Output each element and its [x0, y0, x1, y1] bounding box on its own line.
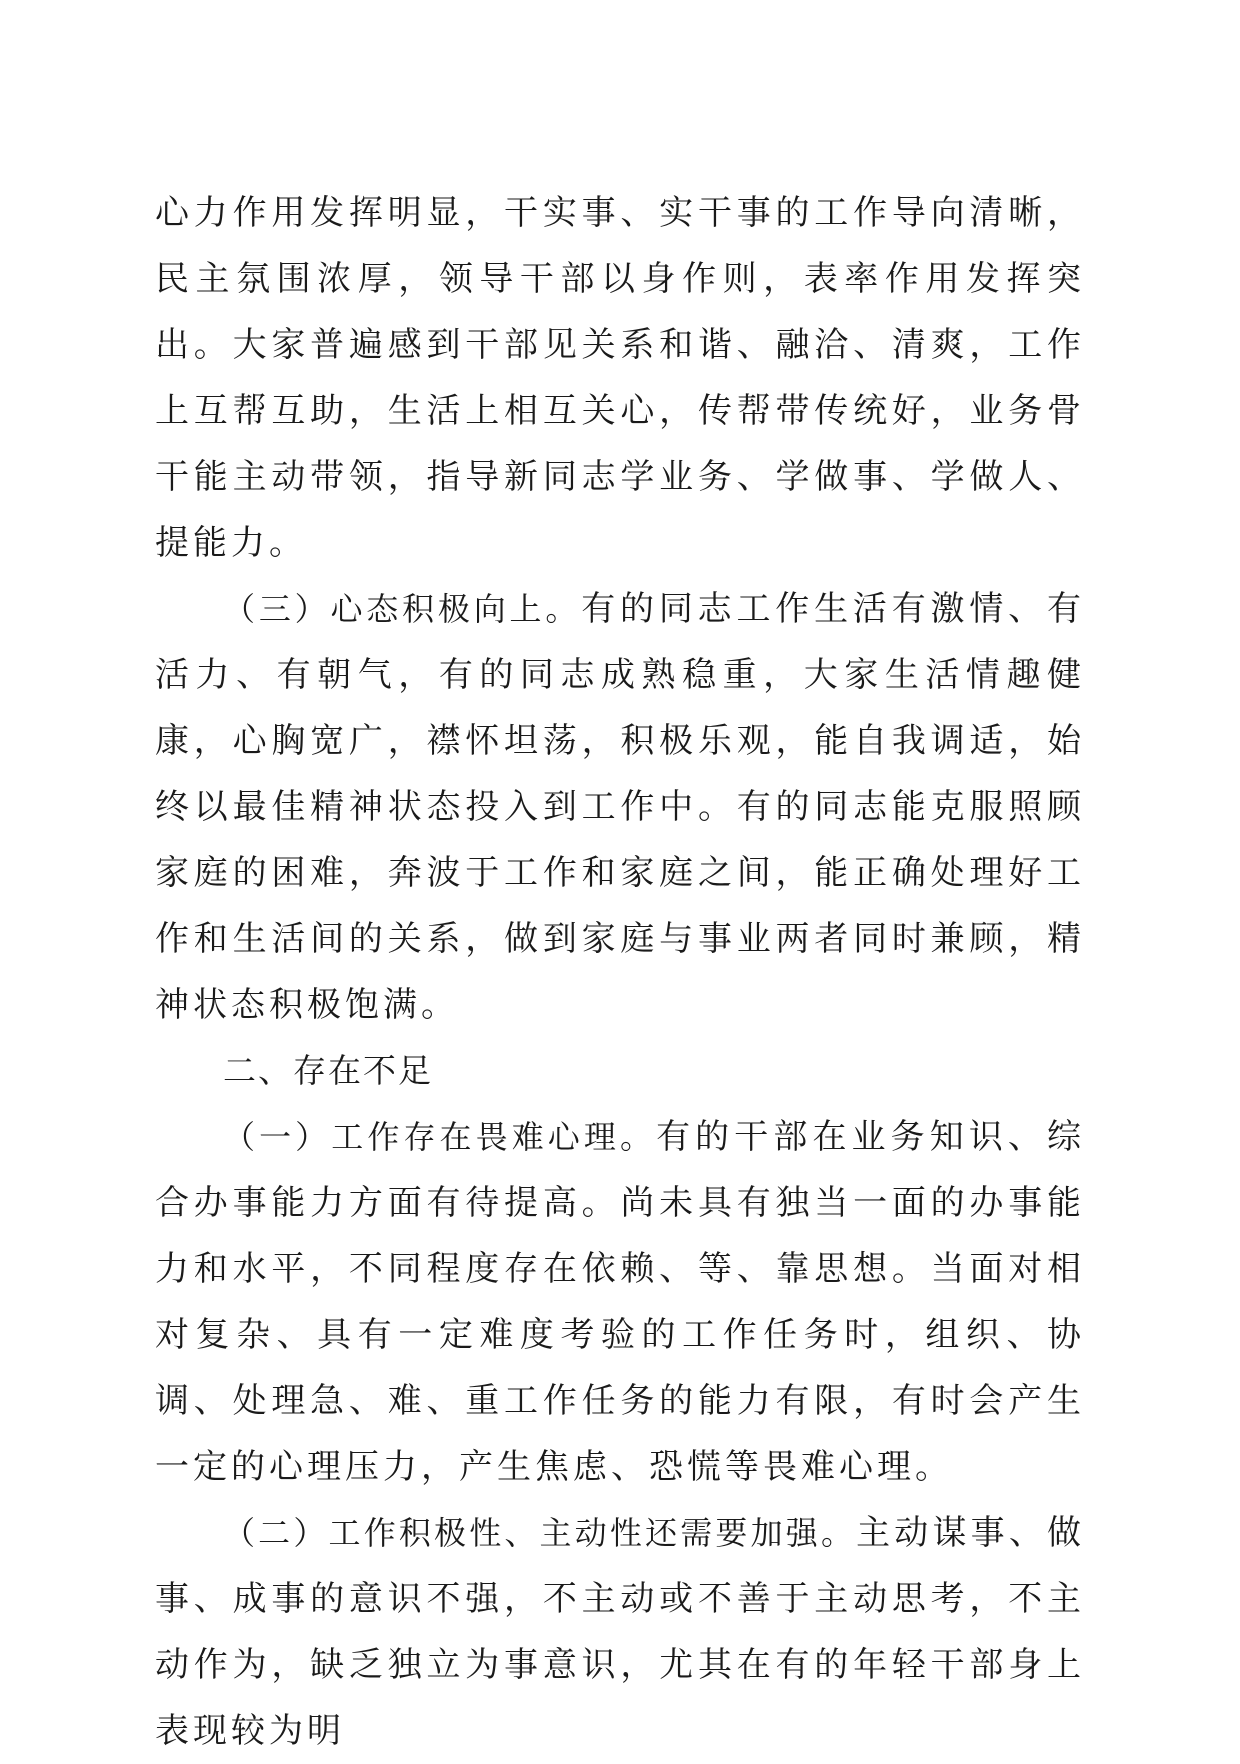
paragraph-fear-of-difficulty-body: 有的干部在业务知识、综合办事能力方面有待提高。尚未具有独当一面的办事能力和水平，不同程度存在依赖、等、靠思想。当面对相对复杂、具有一定难度考验的工作任务时，组织、协调、处理急、难、重工作任务的能力有限，有时会产生一定的心理压力，产生焦虑、恐慌等畏难心理。 — [155, 1117, 1085, 1487]
subheading-fear-of-difficulty: （一）工作存在畏难心理。 — [223, 1118, 657, 1156]
subheading-initiative: （二）工作积极性、主动性还需要加强。 — [223, 1514, 857, 1552]
subheading-mindset: （三）心态积极向上。 — [223, 590, 582, 628]
section-heading-shortcomings: 二、存在不足 — [223, 1051, 433, 1090]
paragraph-mindset-body: 有的同志工作生活有激情、有活力、有朝气，有的同志成熟稳重，大家生活情趣健康，心胸宽广，襟怀坦荡，积极乐观，能自我调适，始终以最佳精神状态投入到工作中。有的同志能克服照顾家庭的困难，奔波于工作和家庭之间，能正确处理好工作和生活间的关系，做到家庭与事业两者同时兼顾，精神状态积极饱满。 — [155, 589, 1085, 1025]
paragraph-mindset — [155, 576, 1085, 1038]
document-body — [155, 180, 1085, 1764]
paragraph-initiative — [155, 1500, 1085, 1764]
paragraph-fear-of-difficulty — [155, 1104, 1085, 1500]
paragraph-continuation: 心力作用发挥明显，干实事、实干事的工作导向清晰，民主氛围浓厚，领导干部以身作则，表率作用发挥突出。大家普遍感到干部见关系和谐、融洽、清爽，工作上互帮互助，生活上相互关心，传帮带传统好，业务骨干能主动带领，指导新同志学业务、学做事、学做人、提能力。 — [155, 193, 1085, 563]
paragraph-initiative-body: 主动谋事、做事、成事的意识不强，不主动或不善于主动思考，不主动作为，缺乏独立为事意识，尤其在有的年轻干部身上表现较为明 — [155, 1513, 1085, 1751]
